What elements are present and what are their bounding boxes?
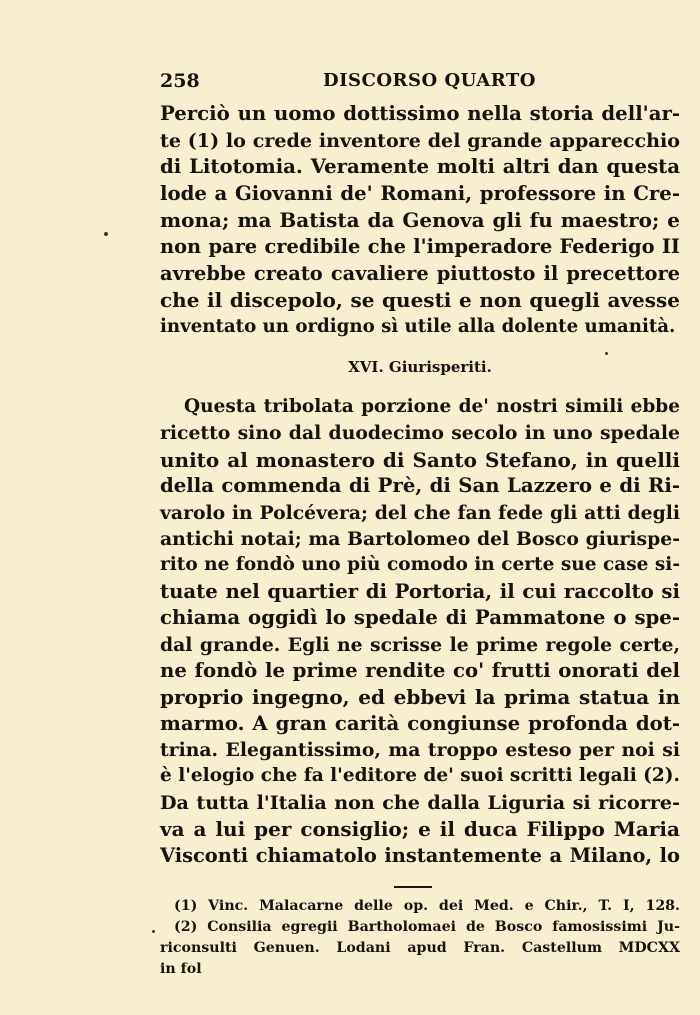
paragraph-litotomia (160, 101, 680, 340)
text-line: antichi notai; ma Bartolomeo del Bosco giurispe- (160, 527, 680, 550)
text-line: te (1) lo crede inventore del grande apparecchio (160, 128, 680, 152)
text-line: varolo in Polcévera; del che fan fede gli atti degli (160, 501, 680, 524)
text-line: di Litotomia. Veramente molti altri dan questa (160, 155, 680, 179)
text-line: Visconti chiamatolo instantemente a Milano, lo (160, 843, 680, 867)
footnote-2-continuation: in fol (160, 961, 202, 977)
running-head: DISCORSO QUARTO (323, 70, 536, 91)
text-line: unito al monastero di Santo Stefano, in quelli (160, 447, 680, 472)
footnote-divider (394, 886, 432, 888)
text-line: proprio ingegno, ed ebbevi la prima statua in (160, 685, 680, 710)
text-line: rito ne fondò uno più comodo in certe sue case si- (160, 554, 680, 576)
paragraph-giurisperiti (160, 394, 680, 869)
text-line: inventato un ordigno sì utile alla dolente umanità. (160, 315, 676, 337)
text-line: ne fondò le prime rendite co' frutti onorati del (160, 658, 680, 682)
text-line: non pare credibile che l'imperadore Federigo II (160, 234, 680, 258)
footnotes (160, 896, 680, 980)
section-heading: XVI. Giurisperiti. (348, 358, 492, 376)
text-line: della commenda di Prè, di San Lazzero e di Ri- (160, 474, 680, 498)
text-line: mona; ma Batista da Genova gli fu maestro; e (160, 208, 680, 233)
text-line: dal grande. Egli ne scrisse le prime regole certe, (160, 633, 680, 656)
text-line: marmo. A gran carità congiunse profonda dot- (160, 711, 680, 735)
page-number: 258 (160, 70, 200, 92)
print-speck (152, 930, 155, 933)
text-line: è l'elogio che fa l'editore de' suoi scritti legali (2). (160, 765, 680, 787)
text-line: Perciò un uomo dottissimo nella storia dell'ar- (160, 102, 680, 125)
print-speck (104, 232, 108, 236)
page-header (160, 70, 680, 100)
text-line: va a lui per consiglio; e il duca Filippo Maria (160, 817, 680, 842)
text-line: trina. Elegantissimo, ma troppo esteso per noi si (160, 739, 680, 762)
text-line: chiama oggidì lo spedale di Pammatone o spe- (160, 606, 680, 630)
text-line: tuate nel quartier di Portoria, il cui raccolto si (160, 579, 680, 603)
print-speck (605, 352, 608, 355)
text-line: lode a Giovanni de' Romani, professore in Cre- (160, 181, 680, 205)
text-line: ricetto sino dal duodecimo secolo in uno spedale (160, 422, 680, 445)
text-line: Questa tribolata porzione de' nostri simili ebbe (184, 396, 680, 417)
text-line: avrebbe creato cavaliere piuttosto il precettore (160, 261, 680, 285)
footnote-1: (1) Vinc. Malacarne delle op. dei Med. e Chir., T. I, 128. (174, 898, 680, 914)
footnote-2-continuation: riconsulti Genuen. Lodani apud Fran. Castellum MDCXX (160, 940, 680, 956)
footnote-2: (2) Consilia egregii Bartholomaei de Bosco famosissimi Ju- (174, 919, 680, 935)
text-line: Da tutta l'Italia non che dalla Liguria si ricorre- (160, 790, 680, 814)
text-line: che il discepolo, se questi e non quegli avesse (160, 288, 680, 313)
